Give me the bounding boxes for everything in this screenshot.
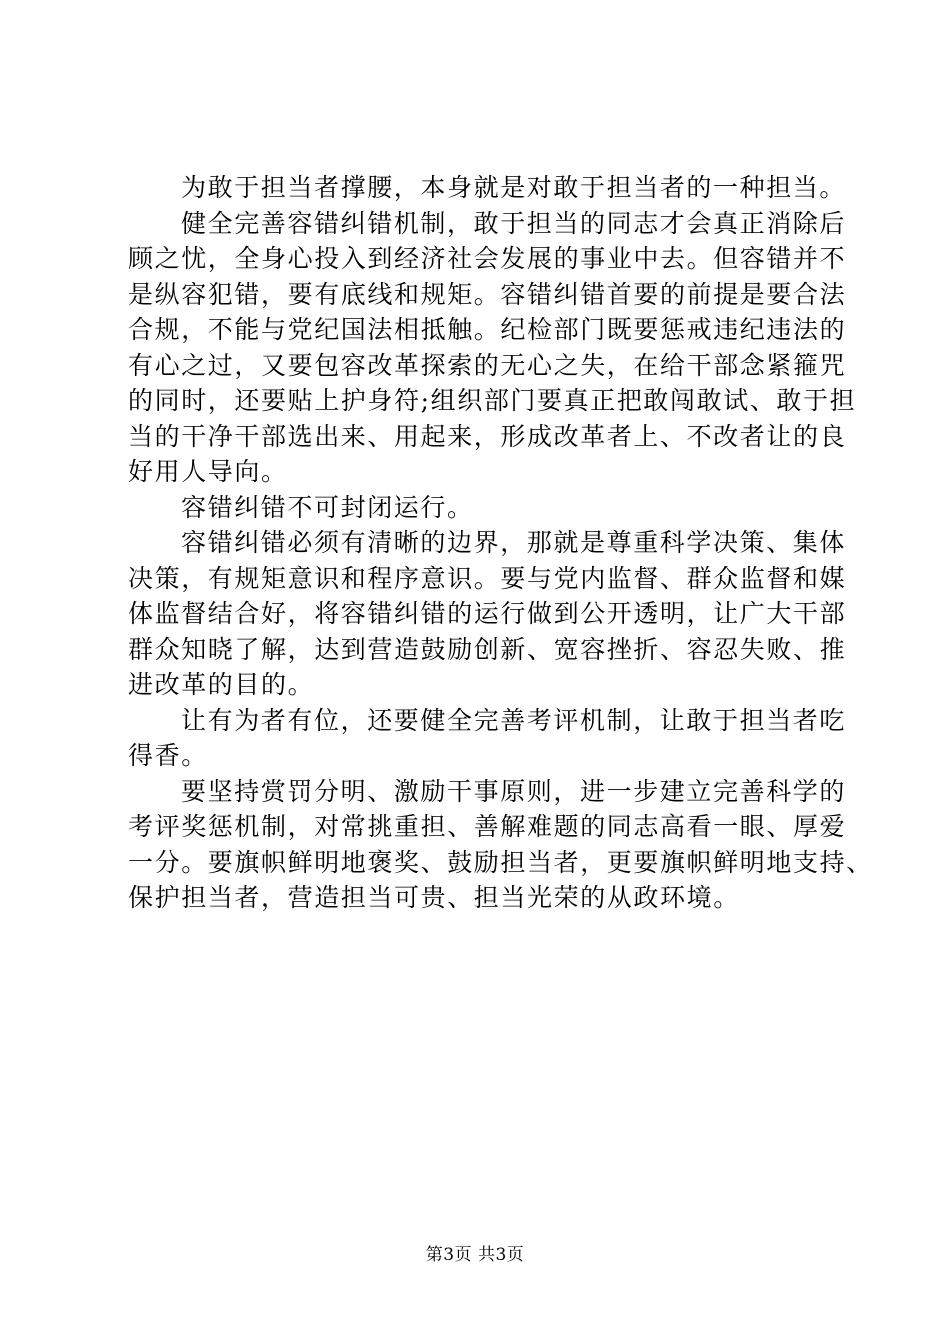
paragraph-line: 体监督结合好，将容错纠错的运行做到公开透明，让广大干部 [128,599,847,628]
document-body [128,170,873,916]
paragraph-line: 健全完善容错纠错机制，敢于担当的同志才会真正消除后 [181,208,847,238]
page-number: 第3页 共3页 [425,1245,525,1265]
paragraph-line: 为敢于担当者撑腰，本身就是对敢于担当者的一种担当。 [181,173,847,202]
paragraph-line: 让有为者有位，还要健全完善考评机制，让敢于担当者吃 [181,705,847,735]
paragraph-line: 决策，有规矩意识和程序意识。要与党内监督、群众监督和媒 [128,563,847,593]
paragraph-line: 好用人导向。 [128,457,288,486]
paragraph-line: 保护担当者，营造担当可贵、担当光荣的从政环境。 [128,883,740,912]
paragraph-line: 容错纠错不可封闭运行。 [181,492,474,522]
paragraph-line: 有心之过，又要包容改革探索的无心之失，在给干部念紧箍咒 [128,350,847,380]
paragraph-line: 是纵容犯错，要有底线和规矩。容错纠错首要的前提是要合法 [128,279,847,309]
paragraph-line: 合规，不能与党纪国法相抵触。纪检部门既要惩戒违纪违法的 [128,315,847,344]
paragraph-line: 当的干净干部选出来、用起来，形成改革者上、不改者让的良 [128,421,847,451]
paragraph-line: 考评奖惩机制，对常挑重担、善解难题的同志高看一眼、厚爱 [128,812,847,841]
paragraph-line: 容错纠错必须有清晰的边界，那就是尊重科学决策、集体 [181,528,847,557]
paragraph-line: 一分。要旗帜鲜明地褒奖、鼓励担当者，更要旗帜鲜明地支持、 [128,847,873,877]
paragraph-line: 得香。 [128,741,208,770]
paragraph-line: 顾之忧，全身心投入到经济社会发展的事业中去。但容错并不 [128,244,847,273]
paragraph-line: 的同时，还要贴上护身符;组织部门要真正把敢闯敢试、敢于担 [128,386,857,415]
paragraph-line: 要坚持赏罚分明、激励干事原则，进一步建立完善科学的 [181,776,847,806]
paragraph-line: 群众知晓了解，达到营造鼓励创新、宽容挫折、容忍失败、推 [128,634,847,664]
paragraph-line: 进改革的目的。 [128,670,315,699]
